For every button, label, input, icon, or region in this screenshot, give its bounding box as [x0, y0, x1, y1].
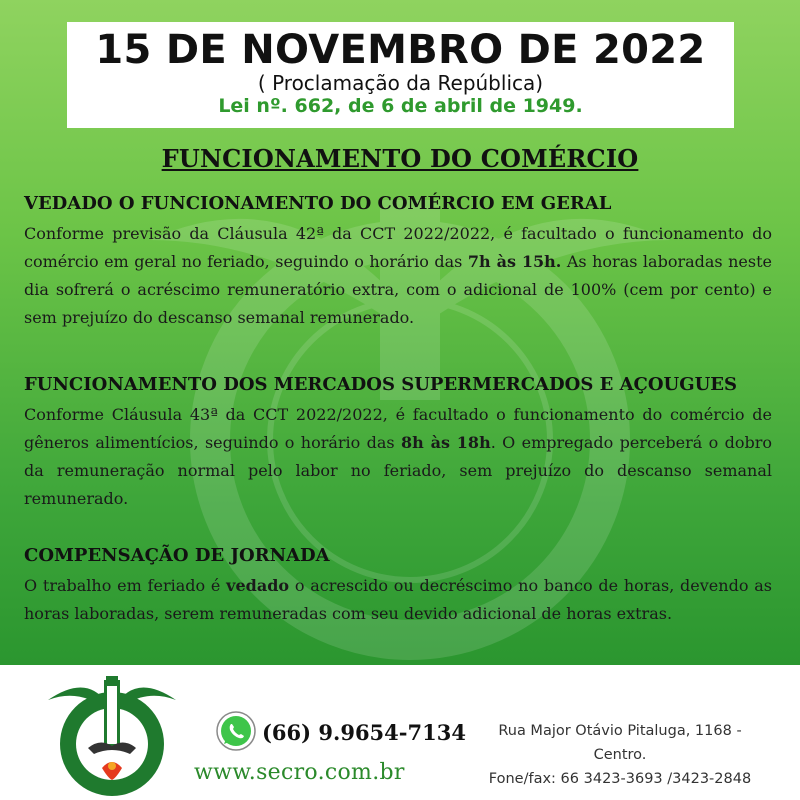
paragraph-text: o acrescido ou decréscimo no banco de horas, devendo as horas laboradas, serem remuneradas com seu devido adicional de horas extras. [24, 576, 772, 623]
paragraph-text: . O empregado perceberá o dobro da remuneração normal pelo labor no feriado, sem prejuízo do descanso semanal remunerado. [24, 433, 773, 508]
paragraph-bold: 7h às 15h. [467, 252, 562, 271]
section-heading: COMPENSAÇÃO DE JORNADA [24, 545, 330, 566]
paragraph-text: O trabalho em feriado é [24, 576, 227, 595]
paragraph-text: Conforme Cláusula 43ª da CCT 2022/2022, é facultado o funcionamento do comércio de gêneros alimentícios, seguindo o horário das [24, 405, 772, 452]
header-law: Lei nº. 662, de 6 de abril de 1949. [218, 95, 583, 117]
paragraph-bold: 8h às 18h [401, 433, 491, 452]
address-line: Rua Major Otávio Pitaluga, 1168 - [498, 723, 742, 739]
section-paragraph [24, 572, 772, 628]
paragraph-bold: vedado [226, 576, 290, 595]
section-paragraph [24, 401, 772, 513]
header-subtitle: ( Proclamação da República) [257, 71, 544, 95]
main-heading: FUNCIONAMENTO DO COMÉRCIO [161, 144, 639, 173]
phone-number[interactable]: (66) 9.9654-7134 [262, 720, 466, 745]
header-box [67, 22, 734, 128]
section-markets [24, 373, 772, 513]
section-paragraph [24, 220, 772, 332]
union-logo [46, 672, 178, 800]
section-general-commerce [24, 192, 772, 332]
address-line: Centro. [593, 747, 647, 763]
whatsapp-icon [216, 711, 256, 751]
section-compensation [24, 544, 772, 628]
paragraph-text: As horas laboradas neste dia sofrerá o acréscimo remuneratório extra, com o adicional de 100% (cem por cento) e sem prejuízo do descanso semanal remunerado. [24, 252, 773, 327]
header-title: 15 DE NOVEMBRO DE 2022 [95, 27, 706, 73]
section-heading: FUNCIONAMENTO DOS MERCADOS SUPERMERCADOS E AÇOUGUES [24, 374, 738, 395]
address-block [460, 719, 780, 791]
contact-line: Fone/fax: 66 3423-3693 /3423-2848 [488, 771, 752, 787]
section-heading: VEDADO O FUNCIONAMENTO DO COMÉRCIO EM GERAL [24, 193, 612, 214]
paragraph-text: Conforme previsão da Cláusula 42ª da CCT 2022/2022, é facultado o funcionamento do comércio em geral no feriado, seguindo o horário das [24, 224, 772, 271]
website-link[interactable]: www.secro.com.br [194, 760, 405, 785]
